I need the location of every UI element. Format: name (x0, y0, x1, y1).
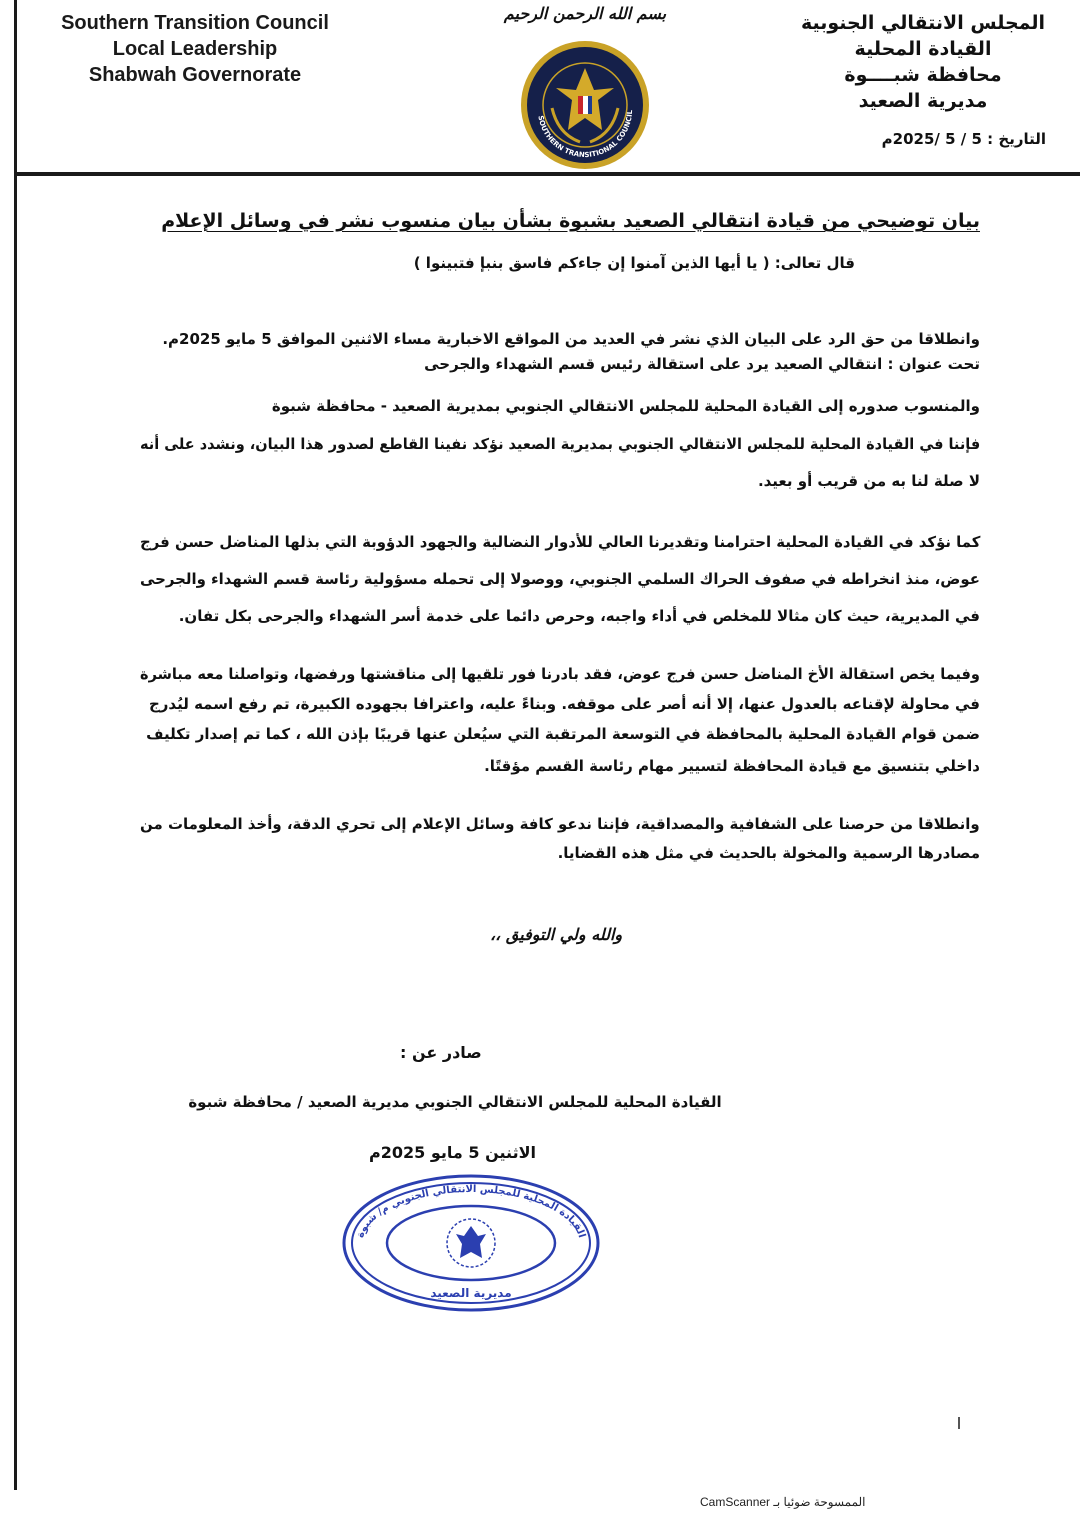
body-line: وفيما يخص استقالة الأخ المناضل حسن فرج عوض، فقد بادرنا فور تلقيها إلى مناقشتها ورفضها، وتواصلنا معه مباشرة (140, 665, 980, 683)
camscanner-footer: الممسوحة ضوئيا بـ CamScanner (700, 1495, 866, 1509)
date-value: 5 / 5 /2025م (881, 130, 982, 148)
english-letterhead-line: Local Leadership (112, 38, 278, 60)
left-border-line (14, 0, 17, 1490)
emblem-text: SOUTHERN TRANSITIONAL COUNCIL (536, 109, 635, 160)
arabic-letterhead-line: القيادة المحلية (854, 38, 992, 60)
header-divider (14, 172, 1080, 176)
document-date (882, 130, 1046, 148)
body-line: لا صلة لنا به من قريب أو بعيد. (757, 472, 980, 490)
body-line: داخلي بتنسيق مع قيادة المحافظة لتسيير مهام رئاسة القسم مؤقتًا. (484, 757, 980, 775)
body-line: فإننا في القيادة المحلية للمجلس الانتقالي الجنوبي بمديرية الصعيد نؤكد نفينا القاطع لصدور هذا البيان، ونشدد على أنه (139, 435, 980, 453)
body-line: والمنسوب صدوره إلى القيادة المحلية للمجلس الانتقالي الجنوبي بمديرية الصعيد - محافظة شبوة (271, 397, 980, 415)
quran-verse: قال تعالى: ( يا أيها الذين آمنوا إن جاءكم فاسق بنبإ فتبينوا ) (413, 254, 855, 272)
english-letterhead-line: Shabwah Governorate (88, 64, 302, 86)
english-letterhead-line: Southern Transition Council (61, 12, 329, 34)
stamp-outer-text: القيادة المحلية للمجلس الانتقالي الجنوبي م/ شبوة (354, 1184, 588, 1240)
body-line: وانطلاقا من حرصنا على الشفافية والمصداقية، فإننا ندعو كافة وسائل الإعلام إلى تحري الدقة، وأخذ المعلومات من (140, 815, 980, 833)
body-line: كما نؤكد في القيادة المحلية احترامنا وتقديرنا العالي للأدوار النضالية والجهود الدؤوبة التي بذلها المناضل حسن فرج (139, 533, 980, 551)
body-line: وانطلاقا من حق الرد على البيان الذي نشر في العديد من المواقع الاخبارية مساء الاثنين الموافق 5 مايو 2025م. (162, 330, 980, 348)
statement-title: بيان توضيحي من قيادة انتقالي الصعيد بشبوة بشأن بيان منسوب نشر في وسائل الإعلام (161, 210, 980, 232)
stc-emblem-icon (518, 38, 652, 172)
arabic-letterhead-line: المجلس الانتقالي الجنوبية (800, 12, 1046, 34)
emblem-shield-red (578, 96, 583, 114)
issuer-name: القيادة المحلية للمجلس الانتقالي الجنوبي مديرية الصعيد / محافظة شبوة (188, 1093, 722, 1111)
english-letterhead (40, 10, 350, 88)
arabic-letterhead-line: مديرية الصعيد (858, 90, 988, 112)
body-line: في محاولة لإقناعه بالعدول عنها، إلا أنه أصر على موقفه. وبناءً عليه، واعترافا بجهوده الكبيرة، تم رفع اسمه ليُدرج (148, 695, 980, 713)
body-line: مصادرها الرسمية والمخولة بالحديث في مثل هذه القضايا. (557, 844, 980, 862)
official-stamp-icon (340, 1172, 602, 1314)
scan-mark (958, 1417, 960, 1429)
issue-date: الاثنين 5 مايو 2025م (369, 1143, 536, 1162)
emblem-shield-blue (588, 96, 592, 114)
arabic-letterhead (798, 10, 1048, 114)
arabic-letterhead-line: محافظة شبــــوة (844, 64, 1002, 86)
basmala: بسم الله الرحمن الرحيم (503, 4, 667, 23)
body-line: في المديرية، حيث كان مثالا للمخلص في أداء واجبه، وحرص دائما على خدمة أسر الشهداء والجرحى بكل تفان. (178, 607, 980, 625)
body-line: عوض، منذ انخراطه في صفوف الحراك السلمي الجنوبي، ووصولا إلى تحمله مسؤولية رئاسة قسم الشهداء والجرحى (140, 570, 980, 588)
stamp-eagle-icon (456, 1226, 486, 1258)
date-label: التاريخ : (987, 130, 1046, 148)
stamp-inner-text: مديرية الصعيد (430, 1286, 512, 1300)
issued-by-label: صادر عن : (400, 1043, 482, 1062)
closing-phrase: والله ولي التوفيق ،، (490, 925, 623, 944)
body-line: تحت عنوان : انتقالي الصعيد يرد على استقالة رئيس قسم الشهداء والجرحى (424, 355, 980, 373)
body-line: ضمن قوام القيادة المحلية بالمحافظة في التوسعة المرتقبة التي سيُعلن عنها قريبًا بإذن الله ، كما تم إصدار تكليف (146, 725, 980, 743)
